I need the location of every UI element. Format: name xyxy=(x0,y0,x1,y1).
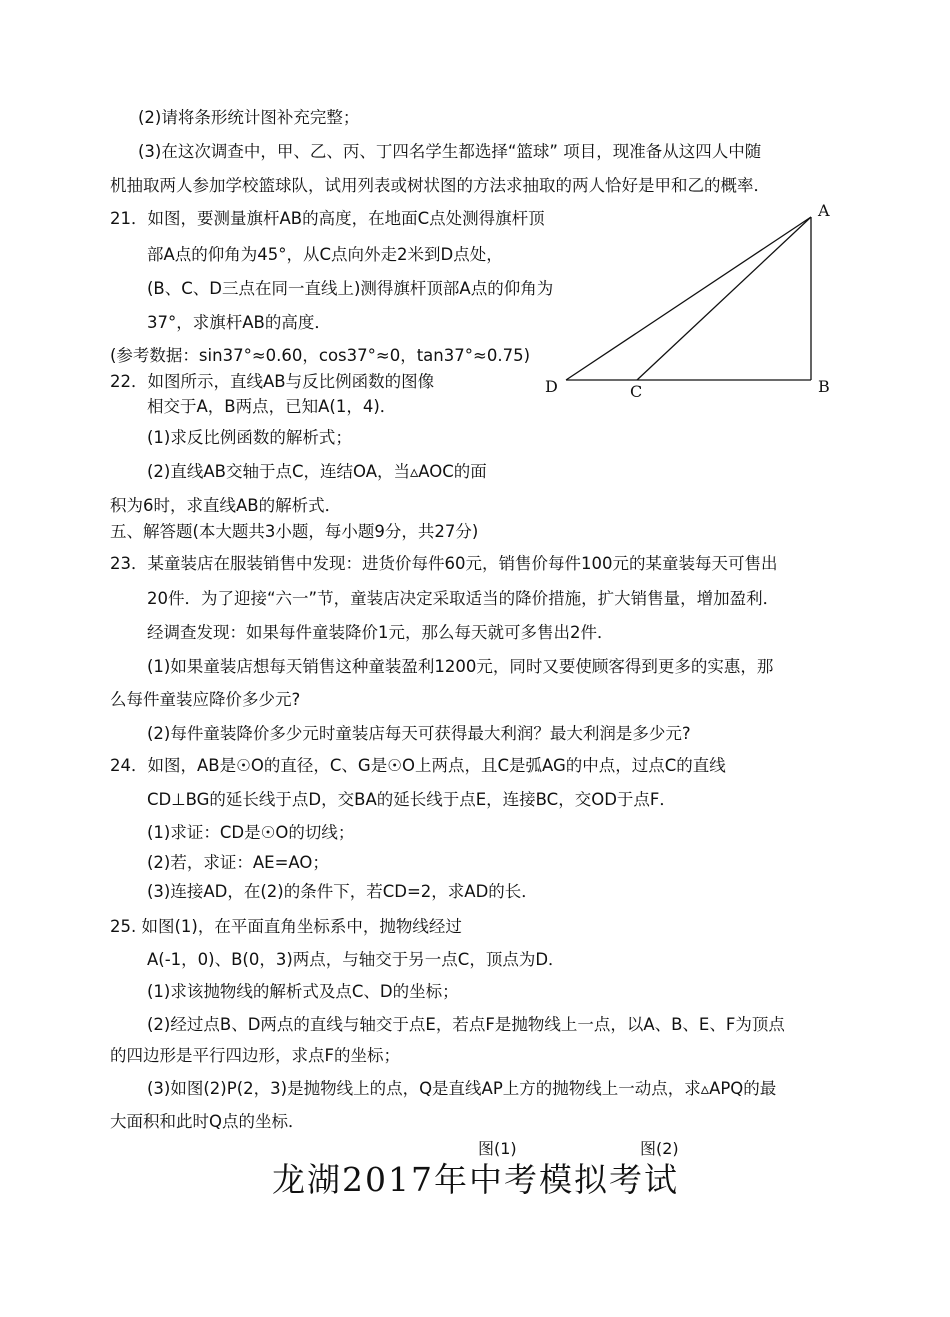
q21-reference-data: (参考数据：sin37°≈0.60，cos37°≈0，tan37°≈0.75) xyxy=(110,346,531,365)
section-five-heading: 五、解答题(本大题共3小题，每小题9分，共27分) xyxy=(110,522,479,541)
exam-title: 龙湖2017年中考模拟考试 xyxy=(272,1160,679,1199)
label-d: D xyxy=(545,377,558,396)
q24-part2: (2)若，求证：AE=AO； xyxy=(147,853,329,872)
q22-part2-cont: 积为6时，求直线AB的解析式． xyxy=(110,496,342,515)
segment-ad xyxy=(566,217,811,380)
q24-part3: (3)连接AD，在(2)的条件下，若CD=2，求AD的长． xyxy=(147,882,538,901)
figure-1-caption: 图(1) xyxy=(478,1139,517,1158)
q20-part3-cont: 机抽取两人参加学校篮球队，试用列表或树状图的方法求抽取的两人恰好是甲和乙的概率． xyxy=(110,176,770,195)
q24-stem: 24．如图，AB是☉O的直径，C、G是☉O上两点，且C是弧AG的中点，过点C的直线 xyxy=(110,756,726,775)
q25-part3-cont: 大面积和此时Q点的坐标． xyxy=(110,1112,305,1131)
q21-line4: 37°，求旗杆AB的高度． xyxy=(147,313,331,332)
q21-line2: 部A点的仰角为45°，从C点向外走2米到D点处， xyxy=(147,245,503,264)
q20-part2: (2)请将条形统计图补充完整； xyxy=(138,108,360,127)
q25-part1: (1)求该抛物线的解析式及点C、D的坐标； xyxy=(147,982,459,1001)
q25-part3: (3)如图(2)P(2，3)是抛物线上的点，Q是直线AP上方的抛物线上一动点，求▵APQ的最 xyxy=(147,1079,777,1098)
q23-line3: 经调查发现：如果每件童装降价1元，那么每天就可多售出2件． xyxy=(147,623,614,642)
q22-part1: (1)求反比例函数的解析式； xyxy=(147,428,352,447)
label-a: A xyxy=(818,201,830,220)
q21-line3: (B、C、D三点在同一直线上)测得旗杆顶部A点的仰角为 xyxy=(147,279,554,298)
label-c: C xyxy=(630,382,643,401)
q22-stem: 22．如图所示，直线AB与反比例函数的图像 xyxy=(110,372,435,391)
q23-line2: 20件．为了迎接“六一”节，童装店决定采取适当的降价措施，扩大销售量，增加盈利． xyxy=(147,589,780,608)
q22-line2: 相交于A，B两点，已知A(1，4)． xyxy=(147,397,397,416)
q20-part3: (3)在这次调查中，甲、乙、丙、丁四名学生都选择“篮球” 项目，现准备从这四人中随 xyxy=(138,142,762,161)
q23-part2: (2)每件童装降价多少元时童装店每天可获得最大利润？最大利润是多少元? xyxy=(147,724,691,743)
q25-part2-cont: 的四边形是平行四边形，求点F的坐标； xyxy=(110,1046,400,1065)
q24-part1: (1)求证：CD是☉O的切线； xyxy=(147,823,355,842)
q25-stem: 25. 如图(1)，在平面直角坐标系中，抛物线经过 xyxy=(110,917,462,936)
label-b: B xyxy=(818,377,830,396)
flagpole-figure xyxy=(540,200,840,405)
q22-part2: (2)直线AB交轴于点C，连结OA，当▵AOC的面 xyxy=(147,462,487,481)
q21-stem: 21．如图，要测量旗杆AB的高度，在地面C点处测得旗杆顶 xyxy=(110,209,545,228)
q23-part1: (1)如果童装店想每天销售这种童装盈利1200元，同时又要使顾客得到更多的实惠，那 xyxy=(147,657,774,676)
q25-part2: (2)经过点B、D两点的直线与轴交于点E，若点F是抛物线上一点，以A、B、E、F为顶点 xyxy=(147,1015,785,1034)
q25-line2: A(-1，0)、B(0，3)两点，与轴交于另一点C，顶点为D． xyxy=(147,950,565,969)
q23-stem: 23．某童装店在服装销售中发现：进货价每件60元，销售价每件100元的某童装每天可售出 xyxy=(110,554,778,573)
q23-part1-cont: 么每件童装应降价多少元? xyxy=(110,690,301,709)
q24-line2: CD⊥BG的延长线于点D，交BA的延长线于点E，连接BC，交OD于点F． xyxy=(147,790,676,809)
segment-ac xyxy=(637,217,811,380)
figure-2-caption: 图(2) xyxy=(640,1139,679,1158)
